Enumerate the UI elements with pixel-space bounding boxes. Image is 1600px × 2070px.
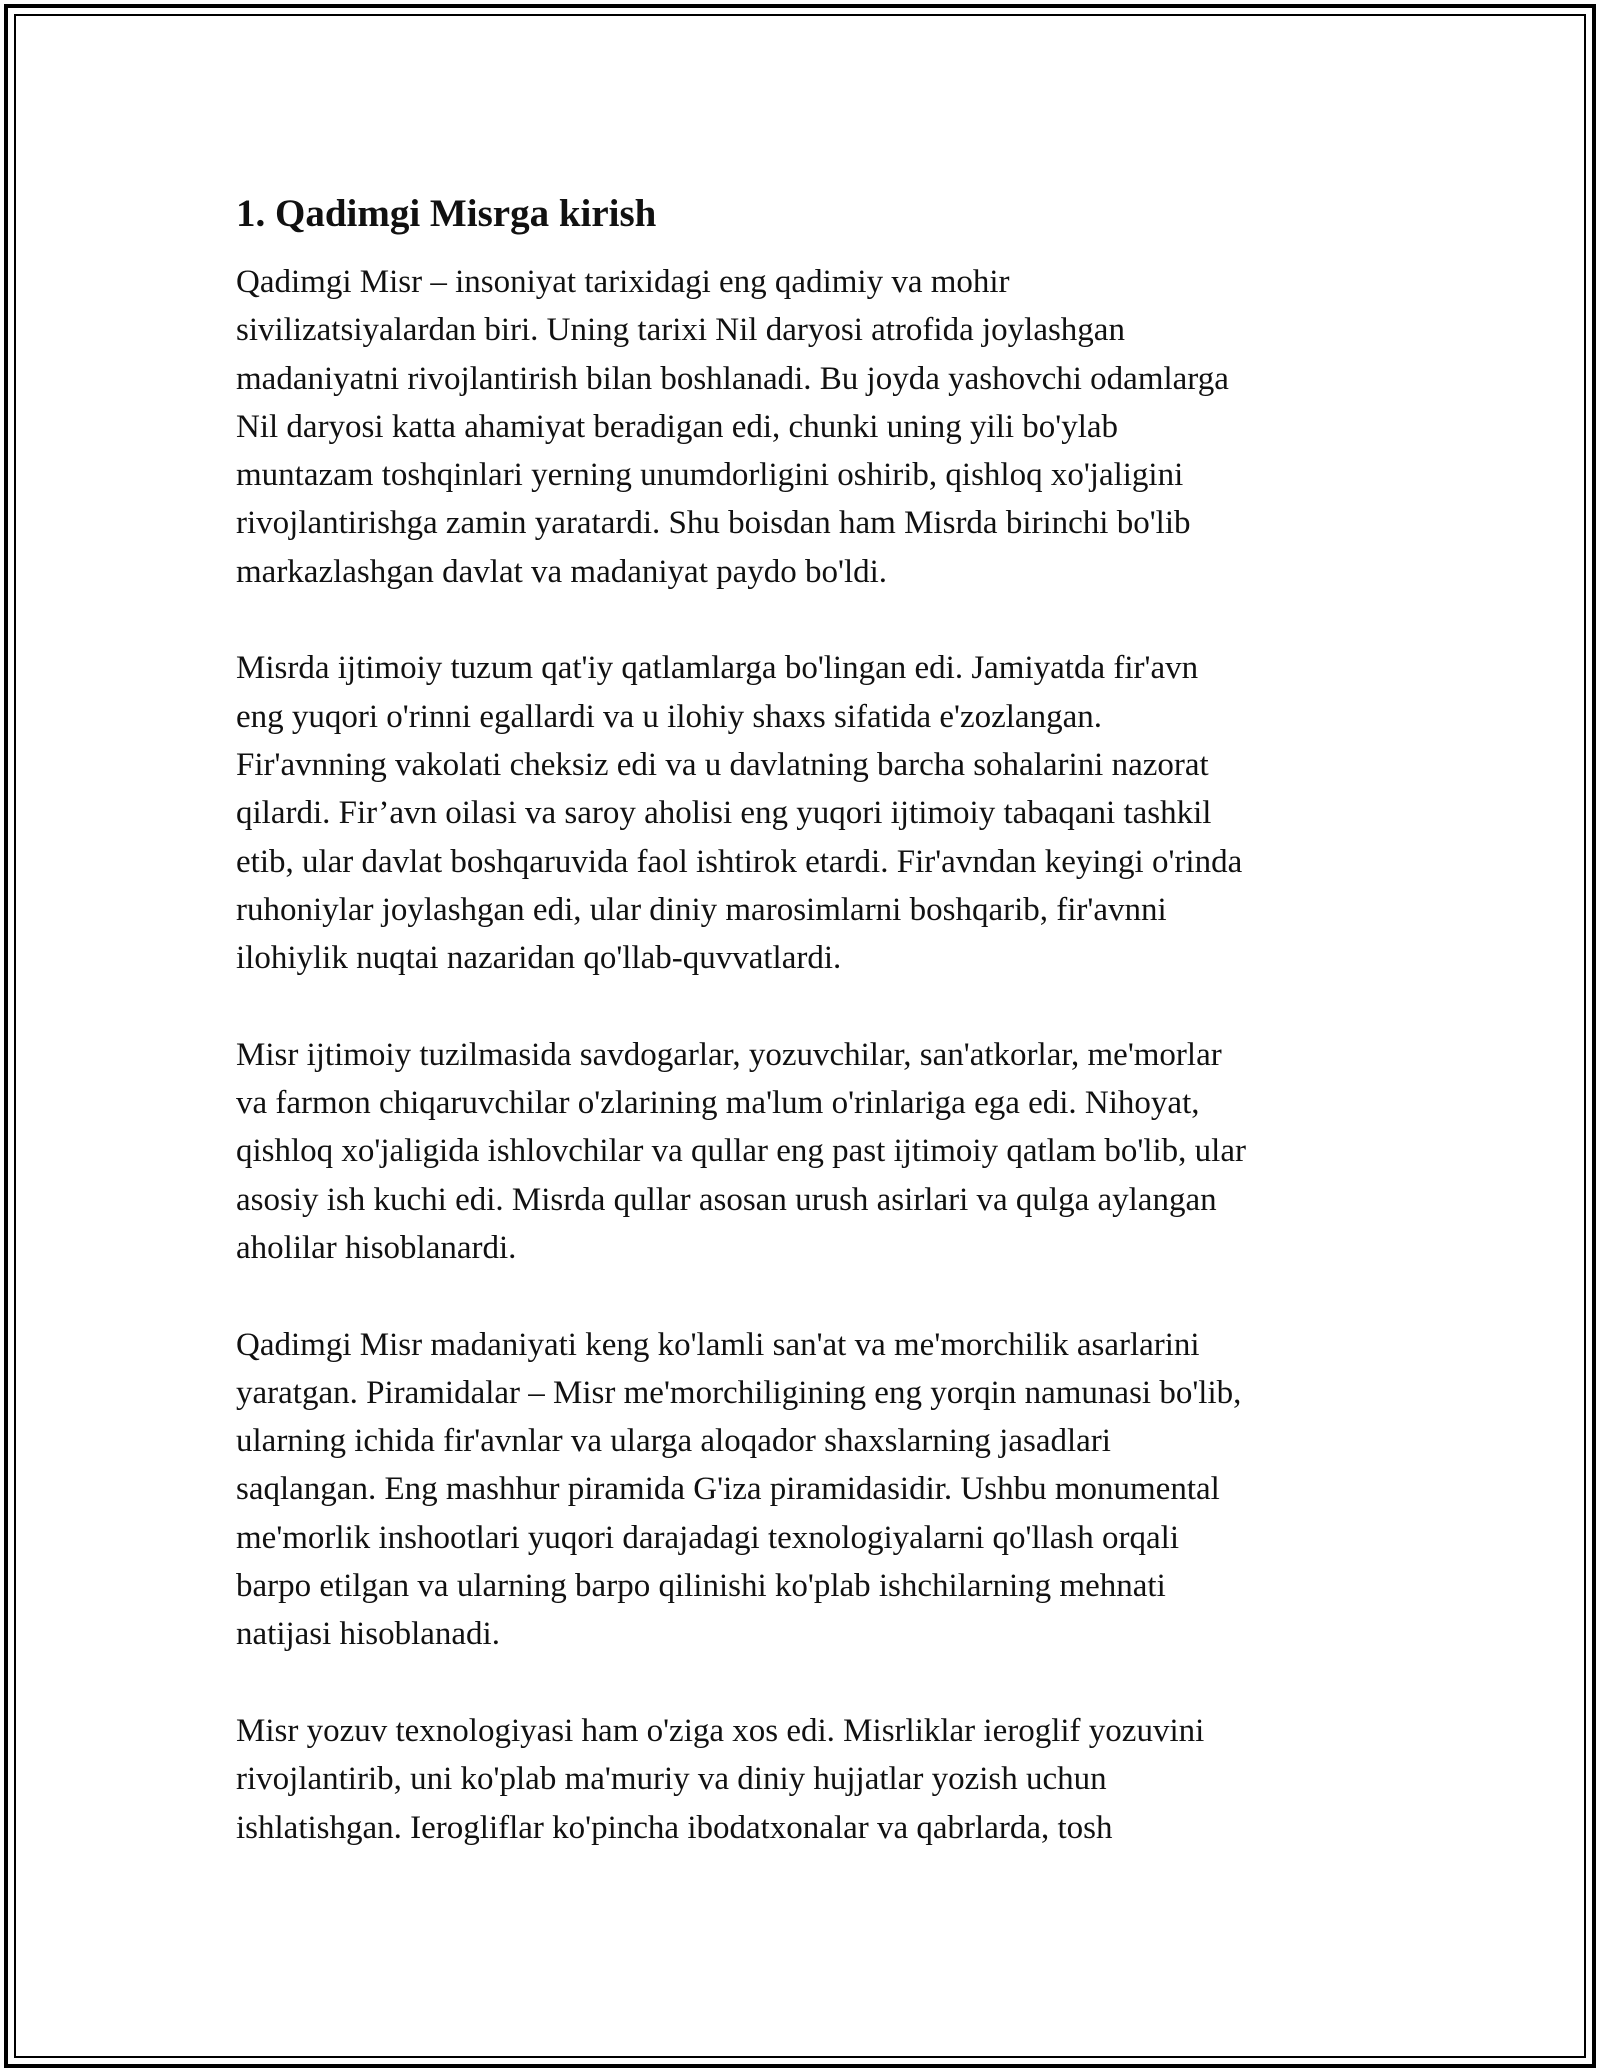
paragraph-2: Misrda ijtimoiy tuzum qat'iy qatlamlarga bo'lingan edi. Jamiyatda fir'avn eng yuqori o'rinni egallardi va u ilohiy shaxs sifatida e'zozlangan. Fir'avnning vakolati cheksiz edi va u davlatning barcha sohalarini nazorat qilardi. Fir’avn oilasi va saroy aholisi eng yuqori ijtimoiy tabaqani tashkil etib, ular davlat boshqaruvida faol ishtirok etardi. Fir'avndan keyingi o'rinda ruhoniylar joylashgan edi, ular diniy marosimlarni boshqarib, fir'avnni ilohiylik nuqtai nazaridan qo'llab-quvvatlardi.	[236, 650, 1243, 977]
paragraph-4: Qadimgi Misr madaniyati keng ko'lamli san'at va me'morchilik asarlarini yaratgan. Piramidalar – Misr me'morchiligining eng yorqin namunasi bo'lib, ularning ichida fir'avnlar va ularga aloqador shaxslarning jasadlari saqlangan. Eng mashhur piramida G'iza piramidasidir. Ushbu monumental me'morlik inshootlari yuqori darajadagi texnologiyalarni qo'llash orqali barpo etilgan va ularning barpo qilinishi ko'plab ishchilarning mehnati natijasi hisoblanadi.	[236, 1326, 1242, 1653]
section-heading: 1. Qadimgi Misrga kirish	[236, 192, 657, 235]
document-body	[236, 186, 1376, 1900]
paragraph-1: Qadimgi Misr – insoniyat tarixidagi eng qadimiy va mohir sivilizatsiyalardan biri. Uning tarixi Nil daryosi atrofida joylashgan madaniyatni rivojlantirish bilan boshlanadi. Bu joyda yashovchi odamlarga Nil daryosi katta ahamiyat beradigan edi, chunki uning yili bo'ylab muntazam toshqinlari yerning unumdorligini oshirib, qishloq xo'jaligini rivojlantirishga zamin yaratardi. Shu boisdan ham Misrda birinchi bo'lib markazlashgan davlat va madaniyat paydo bo'ldi.	[236, 264, 1229, 590]
paragraph-5: Misr yozuv texnologiyasi ham o'ziga xos edi. Misrliklar ieroglif yozuvini rivojlantirib, uni ko'plab ma'muriy va diniy hujjatlar yozish uchun ishlatishgan. Ierogliflar ko'pincha ibodatxonalar va qabrlarda, tosh	[236, 1712, 1205, 1846]
paragraph-3: Misr ijtimoiy tuzilmasida savdogarlar, yozuvchilar, san'atkorlar, me'morlar va farmon chiqaruvchilar o'zlarining ma'lum o'rinlariga ega edi. Nihoyat, qishloq xo'jaligida ishlovchilar va qullar eng past ijtimoiy qatlam bo'lib, ular asosiy ish kuchi edi. Misrda qullar asosan urush asirlari va qulga aylangan aholilar hisoblanardi.	[236, 1036, 1246, 1266]
